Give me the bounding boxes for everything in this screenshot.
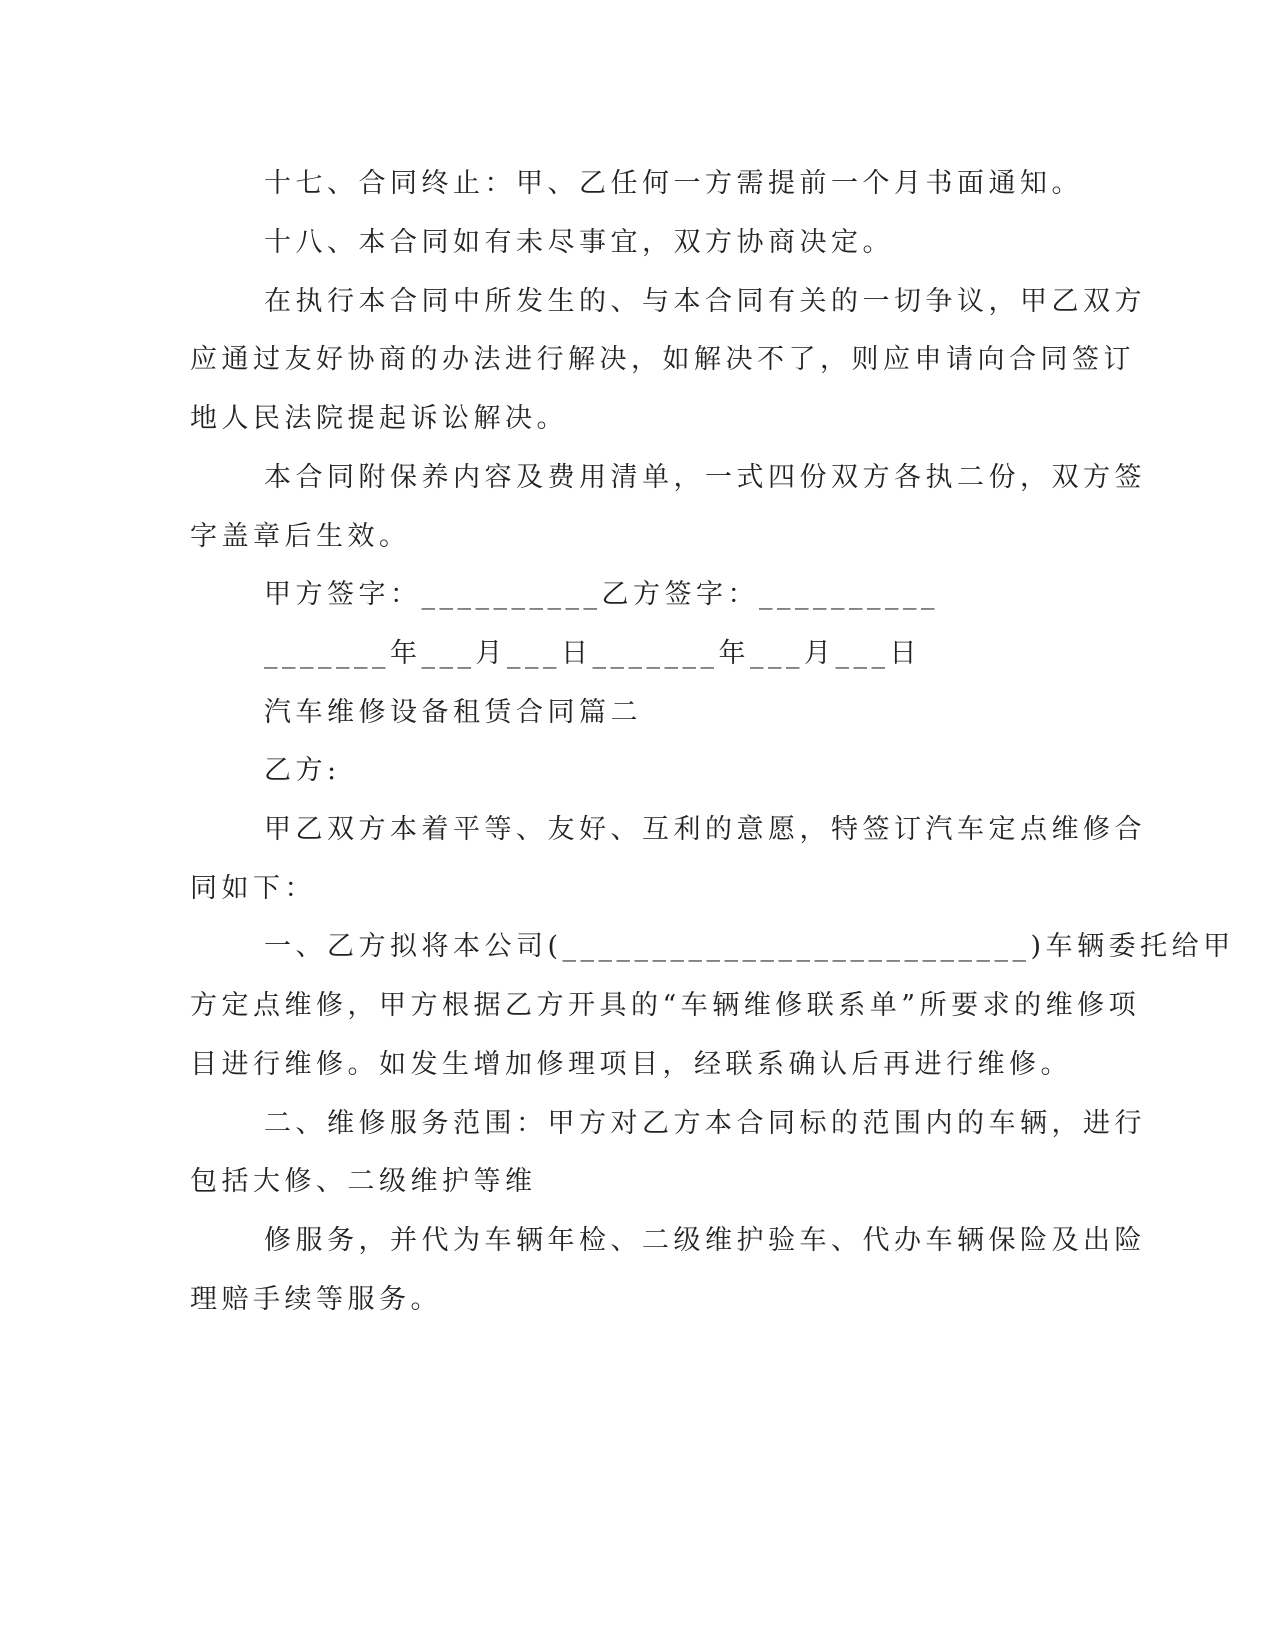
dispute-paragraph-line-1: 在执行本合同中所发生的、与本合同有关的一切争议，甲乙双方: [264, 286, 1146, 317]
clause-2-line-2: 包括大修、二级维护等维: [190, 1166, 537, 1197]
intro-paragraph-line-2: 同如下：: [190, 873, 316, 904]
signature-line: 甲方签字：__________乙方签字：__________: [264, 579, 939, 610]
clause-1-line-2: 方定点维修，甲方根据乙方开具的“车辆维修联系单”所要求的维修项: [190, 990, 1141, 1021]
intro-paragraph-line-1: 甲乙双方本着平等、友好、互利的意愿，特签订汽车定点维修合: [264, 814, 1146, 845]
party-b-label: 乙方:: [264, 755, 341, 786]
clause-1-line-1: 一、乙方拟将本公司(__________________________)车辆委托给甲: [264, 931, 1235, 962]
dispute-paragraph-line-3: 地人民法院提起诉讼解决。: [190, 403, 568, 434]
service-paragraph-line-1: 修服务，并代为车辆年检、二级维护验车、代办车辆保险及出险: [264, 1225, 1146, 1256]
clause-17: 十七、合同终止：甲、乙任何一方需提前一个月书面通知。: [264, 168, 1083, 199]
clause-2-line-1: 二、维修服务范围：甲方对乙方本合同标的范围内的车辆，进行: [264, 1108, 1146, 1139]
dispute-paragraph-line-2: 应通过友好协商的办法进行解决，如解决不了，则应申请向合同签订: [190, 344, 1135, 375]
section-title: 汽车维修设备租赁合同篇二: [264, 697, 642, 728]
service-paragraph-line-2: 理赔手续等服务。: [190, 1284, 442, 1315]
date-line: _______年___月___日_______年___月___日: [264, 638, 921, 669]
attachment-paragraph-line-1: 本合同附保养内容及费用清单，一式四份双方各执二份，双方签: [264, 462, 1146, 493]
attachment-paragraph-line-2: 字盖章后生效。: [190, 521, 411, 552]
clause-18: 十八、本合同如有未尽事宜，双方协商决定。: [264, 227, 894, 258]
clause-1-line-3: 目进行维修。如发生增加修理项目，经联系确认后再进行维修。: [190, 1049, 1072, 1080]
